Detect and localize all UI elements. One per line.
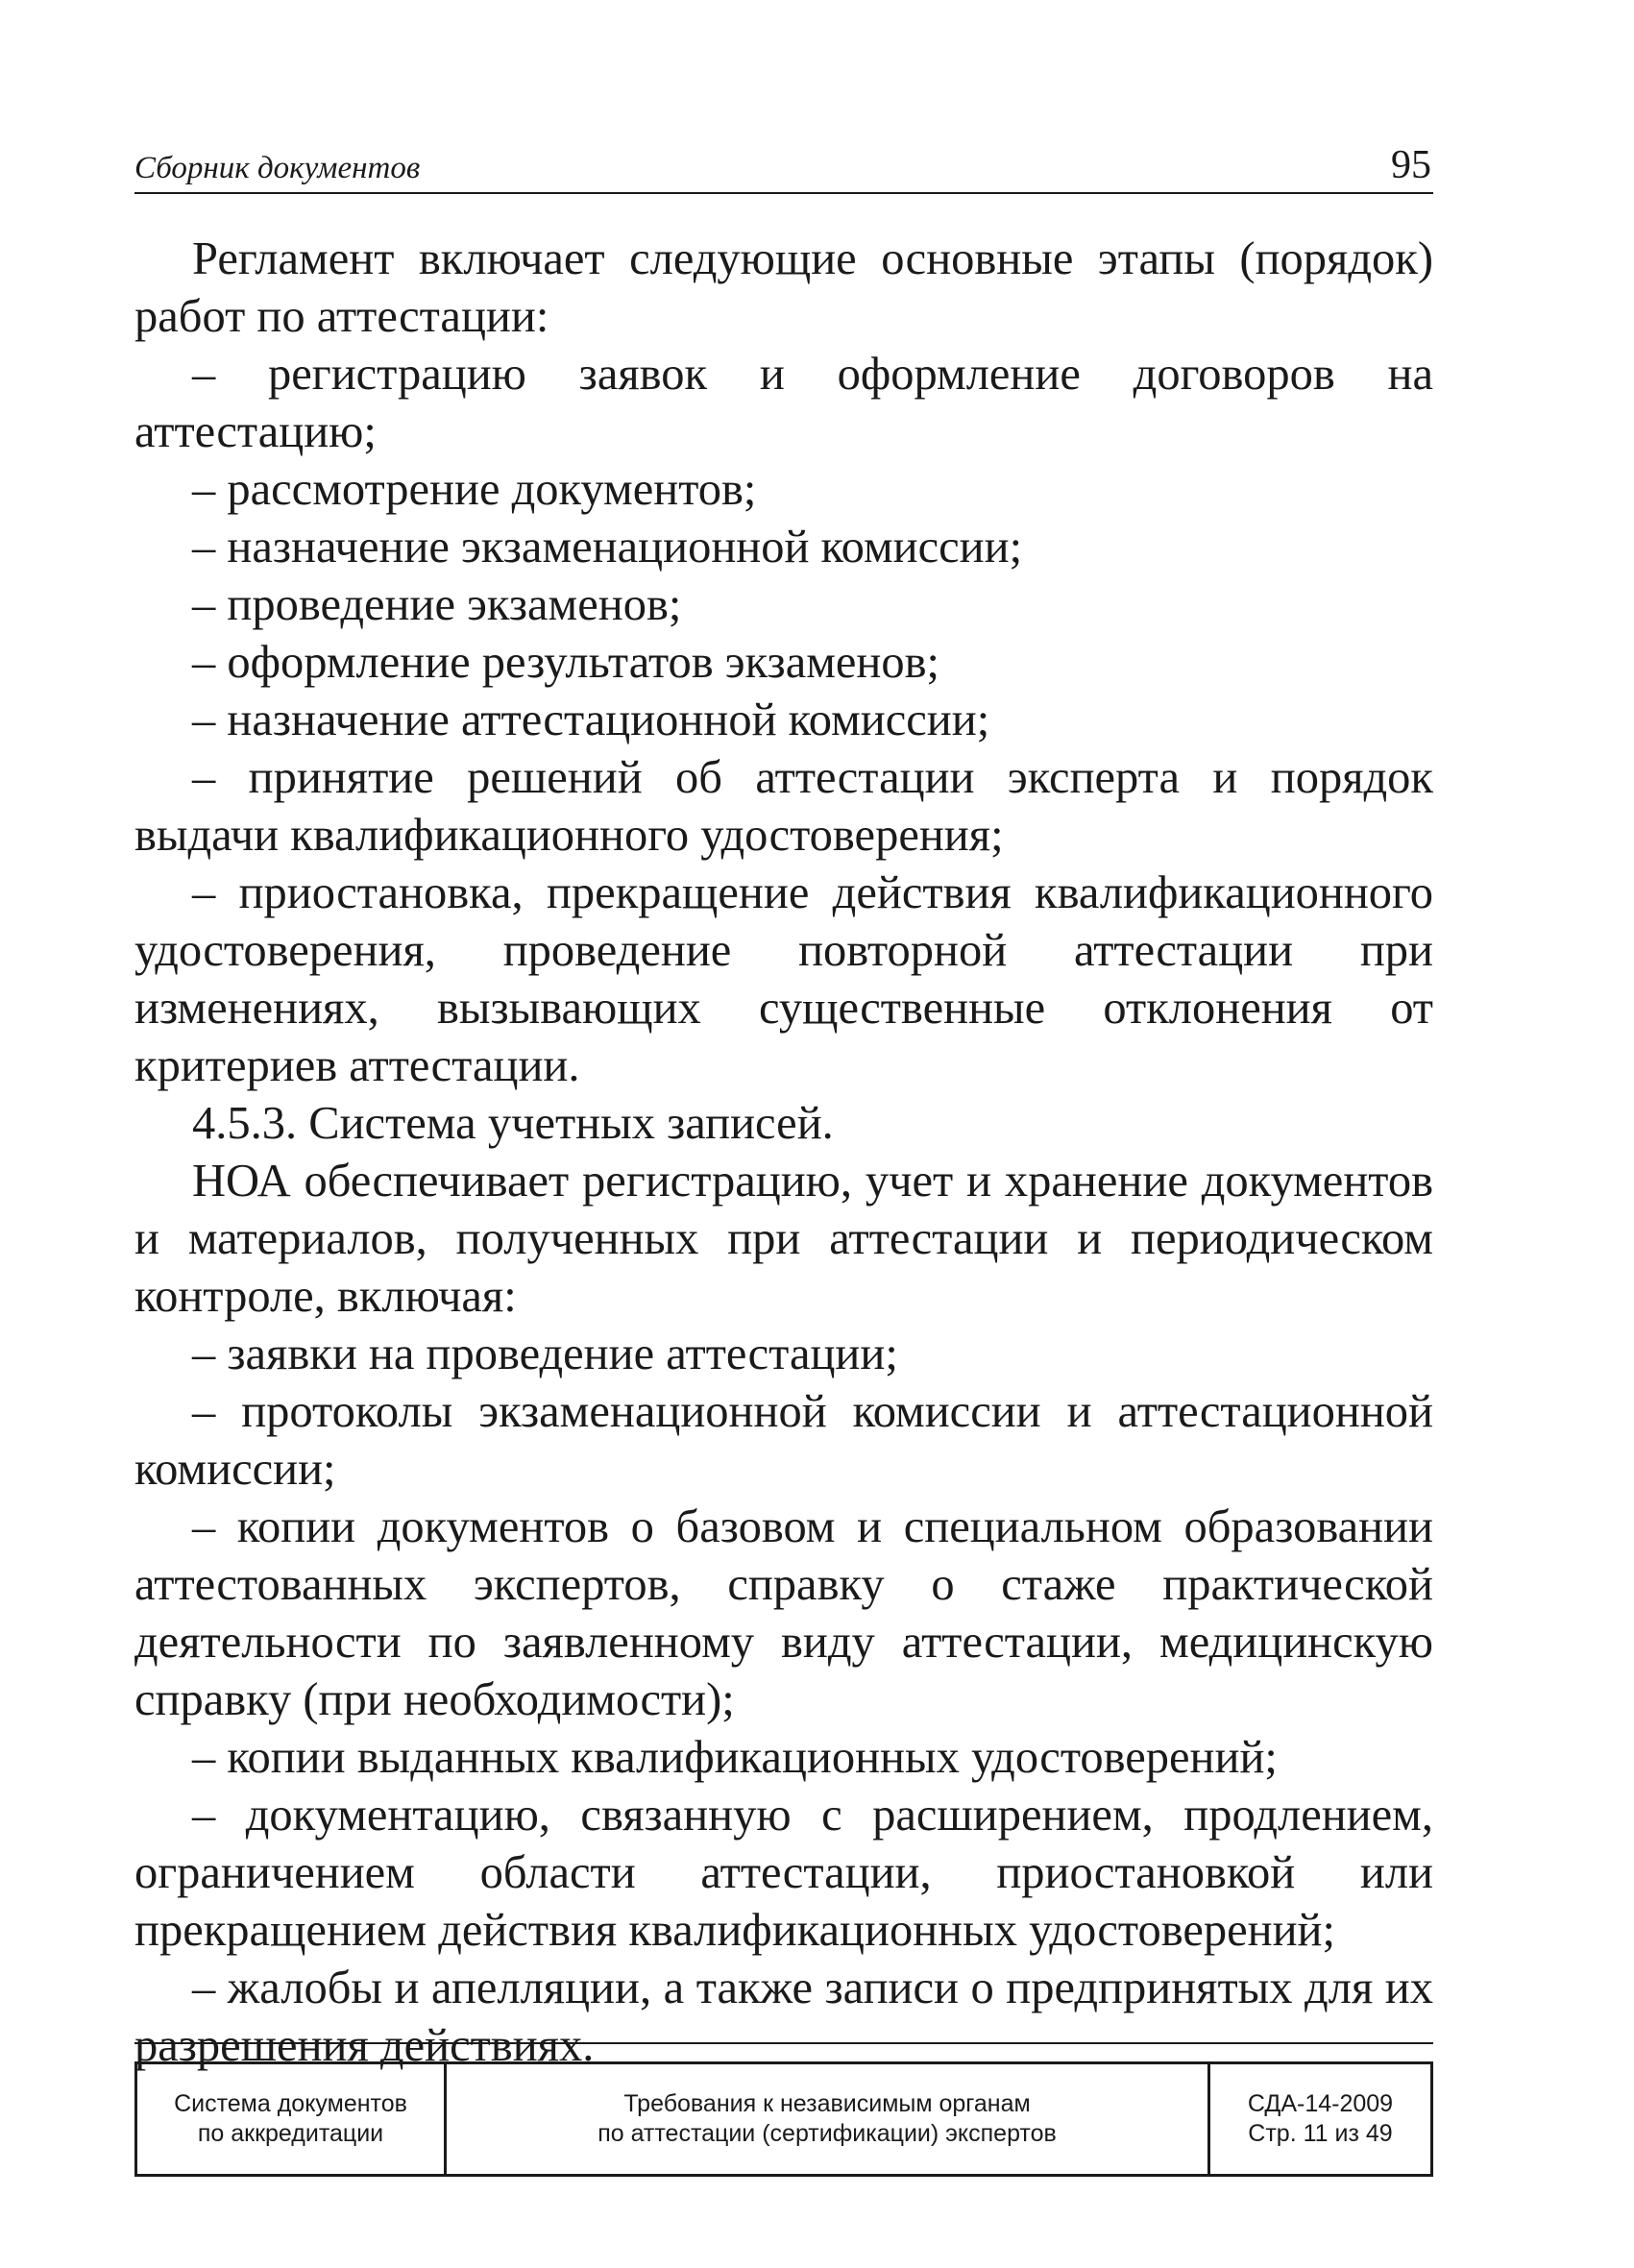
footer-system-cell — [137, 2064, 447, 2174]
footer-system-line2: по аккредитации — [197, 2120, 384, 2147]
footer-title-line2: по аттестации (сертификации) экспертов — [598, 2120, 1057, 2147]
footer-page-info: Стр. 11 из 49 — [1248, 2120, 1393, 2147]
list-item: – документацию, связанную с расширением, продлением, ограничением области аттестации, приостановкой или прекращением действия квалификационных удостоверений; — [134, 1790, 1433, 1956]
list-item: – копии выданных квалификационных удостоверений; — [192, 1732, 1278, 1783]
list-item: – протоколы экзаменационной комиссии и аттестационной комиссии; — [134, 1386, 1433, 1495]
footer-doc-code: СДА-14-2009 — [1247, 2090, 1394, 2117]
list-item: – проведение экзаменов; — [192, 579, 682, 630]
footer-table — [134, 2061, 1433, 2177]
list-item: – рассмотрение документов; — [192, 464, 757, 515]
section-heading: 4.5.3. Система учетных записей. — [192, 1098, 834, 1149]
list-item: – регистрацию заявок и оформление договоров на аттестацию; — [134, 349, 1433, 457]
running-header — [134, 142, 1433, 194]
footer-code-cell — [1210, 2064, 1430, 2174]
paragraph: НОА обеспечивает регистрацию, учет и хранение документов и материалов, полученных при аттестации и периодическом контроле, включая: — [134, 1156, 1433, 1322]
list-item: – жалобы и апелляции, а также записи о предпринятых для их разрешения действиях. — [134, 1963, 1433, 2071]
main-text — [134, 231, 1433, 2075]
list-item: – копии документов о базовом и специальном образовании аттестованных экспертов, справку о стаже практической деятельности по заявленному виду аттестации, медицинскую справку (при необходимости); — [134, 1501, 1433, 1725]
list-item: – назначение экзаменационной комиссии; — [192, 522, 1023, 573]
list-item: – заявки на проведение аттестации; — [192, 1329, 898, 1379]
list-item: – приостановка, прекращение действия квалификационного удостоверения, проведение повторной аттестации при изменениях, вызывающих существенные отклонения от критериев аттестации. — [134, 867, 1433, 1091]
footer-system-line1: Система документов — [174, 2090, 407, 2117]
page-number: 95 — [1391, 143, 1431, 187]
list-item: – назначение аттестационной комиссии; — [192, 695, 990, 745]
running-title: Сборник документов — [134, 151, 421, 185]
paragraph: Регламент включает следующие основные этапы (порядок) работ по аттестации: — [134, 233, 1433, 342]
footer-title-line1: Требования к независимым органам — [623, 2090, 1031, 2117]
footer-title-cell — [447, 2064, 1210, 2174]
list-item: – принятие решений об аттестации эксперта и порядок выдачи квалификационного удостоверения; — [134, 752, 1433, 861]
list-item: – оформление результатов экзаменов; — [192, 637, 940, 688]
footer-divider — [134, 2042, 1433, 2044]
